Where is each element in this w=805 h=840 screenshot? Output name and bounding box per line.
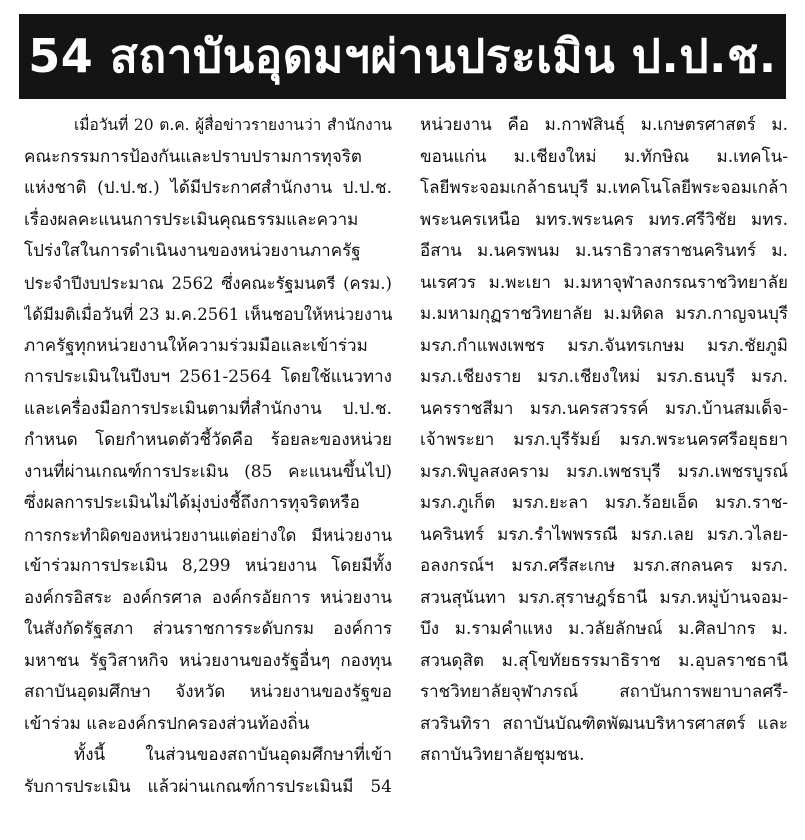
paragraph-line: และเครื่องมือการประเมินตามที่สำนักงาน ป.ป.ช. xyxy=(24,398,392,419)
headline-banner xyxy=(19,14,786,99)
paragraph-line: สวนสุนันทา มรภ.สุราษฎร์ธานี มรภ.หมู่บ้านจอม- xyxy=(420,587,788,608)
paragraph-line: ได้มีมติเมื่อวันที่ 23 ม.ค.2561 เห็นชอบให้หน่วยงาน xyxy=(24,305,392,324)
paragraph-line: การกระทำผิดของหน่วยงานแต่อย่างใด มีหน่วยงาน xyxy=(24,525,392,545)
paragraph-line: ประจำปีงบประมาณ 2562 ซึ่งคณะรัฐมนตรี (ครม.) xyxy=(24,273,392,293)
paragraph-line: พระนครเหนือ มทร.พระนคร มทร.ศรีวิชัย มทร. xyxy=(420,209,788,230)
paragraph-line: ราชวิทยาลัยจุฬาภรณ์ สถาบันการพยาบาลศรี- xyxy=(420,682,788,702)
paragraph-line: เจ้าพระยา มรภ.บุรีรัมย์ มรภ.พระนครศรีอยุธยา xyxy=(420,430,788,450)
paragraph-line: เข้าร่วมการประเมิน 8,299 หน่วยงาน โดยมีทั้ง xyxy=(24,556,392,576)
paragraph-line: นครราชสีมา มรภ.นครสวรรค์ มรภ.บ้านสมเด็จ- xyxy=(420,398,788,419)
article-column-left xyxy=(24,110,392,803)
paragraph-line: สวรินทิรา สถาบันบัณฑิตพัฒนบริหารศาสตร์ และ xyxy=(420,713,788,734)
paragraph-line: บึง ม.รามคำแหง ม.วลัยลักษณ์ ม.ศิลปากร ม. xyxy=(420,619,788,639)
paragraph-line: องค์กรอิสระ องค์กรศาล องค์กรอัยการ หน่วยงาน xyxy=(24,587,392,608)
paragraph-line: งานที่ผ่านเกณฑ์การประเมิน (85 คะแนนขึ้นไป) xyxy=(24,461,392,482)
paragraph-line: มรภ.พิบูลสงคราม มรภ.เพชรบุรี มรภ.เพชรบูรณ์ xyxy=(420,461,788,482)
paragraph-line: สถาบันอุดมศึกษา จังหวัด หน่วยงานของรัฐขอ xyxy=(24,682,392,702)
paragraph-line: โลยีพระจอมเกล้าธนบุรี ม.เทคโนโลยีพระจอมเกล้า xyxy=(420,178,788,198)
paragraph-line: ขอนแก่น ม.เชียงใหม่ ม.ทักษิณ ม.เทคโน- xyxy=(420,146,788,167)
paragraph-line: สวนดุสิต ม.สุโขทัยธรรมาธิราช ม.อุบลราชธานี xyxy=(420,650,788,671)
paragraph-line: เรื่องผลคะแนนการประเมินคุณธรรมและความ xyxy=(24,209,359,230)
paragraph-line: กำหนด โดยกำหนดตัวชี้วัดคือ ร้อยละของหน่วย xyxy=(24,430,392,450)
paragraph-line: ม.มหามกุฏราชวิทยาลัย ม.มหิดล มรภ.กาญจนบุรี xyxy=(420,304,788,324)
paragraph-line: แห่งชาติ (ป.ป.ช.) ได้มีประกาศสำนักงาน ป.ป.ช. xyxy=(24,178,392,198)
paragraph-line: หน่วยงาน คือ ม.กาฬสินธุ์ ม.เกษตรศาสตร์ ม. xyxy=(420,115,788,135)
paragraph-line: โปร่งใสในการดำเนินงานของหน่วยงานภาครัฐ xyxy=(24,241,361,261)
article-column-right xyxy=(420,110,788,772)
headline-text: 54 สถาบันอุดมฯผ่านประเมิน ป.ป.ช. xyxy=(28,29,777,83)
paragraph-line: ในสังกัดรัฐสภา ส่วนราชการระดับกรม องค์การ xyxy=(24,619,392,639)
paragraph-line: คณะกรรมการป้องกันและปราบปรามการทุจริต xyxy=(24,146,362,167)
paragraph-line: รับการประเมิน แล้วผ่านเกณฑ์การประเมินมี 54 xyxy=(24,776,392,797)
paragraph-line: มรภ.กำแพงเพชร มรภ.จันทรเกษม มรภ.ชัยภูมิ xyxy=(420,335,788,356)
paragraph-line: มหาชน รัฐวิสาหกิจ หน่วยงานของรัฐอื่นๆ กองทุน xyxy=(24,650,392,671)
paragraph-line: มรภ.เชียงราย มรภ.เชียงใหม่ มรภ.ธนบุรี มรภ. xyxy=(420,367,788,387)
paragraph-line: นเรศวร ม.พะเยา ม.มหาจุฬาลงกรณราชวิทยาลัย xyxy=(420,272,788,293)
paragraph-line: ภาครัฐทุกหน่วยงานให้ความร่วมมือและเข้าร่วม xyxy=(24,335,368,356)
paragraph-line: มรภ.ภูเก็ต มรภ.ยะลา มรภ.ร้อยเอ็ด มรภ.ราช- xyxy=(420,493,788,513)
paragraph-line: เมื่อวันที่ 20 ต.ค. ผู้สื่อข่าวรายงานว่า สำนักงาน xyxy=(74,116,392,134)
paragraph-line: ซึ่งผลการประเมินไม่ได้มุ่งบ่งชี้ถึงการทุจริตหรือ xyxy=(24,493,360,513)
paragraph-line: อีสาน ม.นครพนม ม.นราธิวาสราชนครินทร์ ม. xyxy=(420,241,788,261)
paragraph-line: ทั้งนี้ ในส่วนของสถาบันอุดมศึกษาที่เข้า xyxy=(74,745,392,765)
paragraph-line: อลงกรณ์ฯ มรภ.ศรีสะเกษ มรภ.สกลนคร มรภ. xyxy=(420,556,788,576)
paragraph-line: นครินทร์ มรภ.รำไพพรรณี มรภ.เลย มรภ.วไลย- xyxy=(420,524,788,545)
paragraph-line: สถาบันวิทยาลัยชุมชน. xyxy=(420,745,585,765)
paragraph-line: การประเมินในปีงบฯ 2561-2564 โดยใช้แนวทาง xyxy=(24,367,392,387)
paragraph-line: เข้าร่วม และองค์กรปกครองส่วนท้องถิ่น xyxy=(24,713,310,734)
